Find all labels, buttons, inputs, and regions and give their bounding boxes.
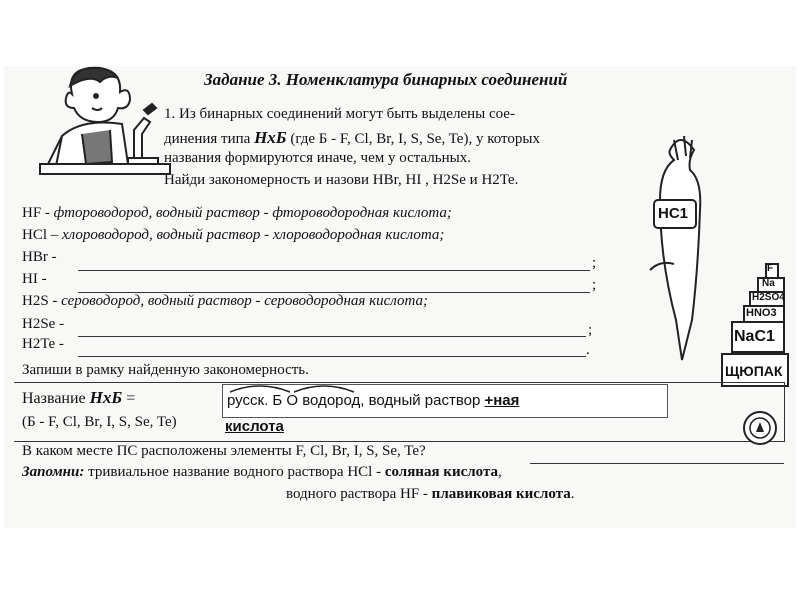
book-label-iupac: ЩЮПАК [725, 363, 783, 379]
row-hi: HI - [22, 271, 47, 287]
frame-prompt: Запиши в рамку найденную закономерность. [22, 362, 309, 378]
parrot-label: HC1 [658, 205, 689, 222]
book-label-hno3: HNO3 [746, 307, 777, 319]
parrot-illustration [640, 130, 720, 370]
answer-text: русск. Б О водород, водный раствор [227, 392, 485, 409]
answer-suffix: +ная [484, 392, 520, 409]
semicolon-hi: ; [592, 277, 597, 293]
intro-line-2: динения типа НxБ (где Б - F, Cl, Br, I, S, Se, Te), у которых [164, 128, 540, 147]
book-label-na: Na [762, 278, 775, 289]
page-title: Задание 3. Номенклатура бинарных соединений [204, 70, 568, 89]
remember-label: Запомни: [22, 464, 85, 480]
intro-line-1: 1. Из бинарных соединений могут быть выделены сое- [164, 106, 515, 122]
naming-label: Название НxБ = [22, 388, 136, 407]
naming-formula: НxБ [89, 388, 123, 407]
naming-elements: (Б - F, Cl, Br, I, S, Se, Te) [22, 414, 177, 430]
row-hcl: HCl – хлороводород, водный раствор - хлороводородная кислота; [22, 227, 445, 243]
remember-line-1: Запомни: тривиальное название водного раствора HCl - соляная кислота, [22, 464, 502, 480]
intro-line-3: названия формируются иначе, чем у остальных. [164, 150, 471, 166]
answer-line-h2se[interactable] [78, 336, 586, 337]
student-microscope-illustration [32, 64, 182, 194]
hxb-formula: НxБ [254, 128, 287, 147]
answer-line-question[interactable] [530, 463, 784, 464]
stamp-icon [742, 410, 778, 446]
row-h2s: H2S - сероводород, водный раствор - сероводородная кислота; [22, 293, 429, 309]
intro-line-4: Найди закономерность и назови HBr, HI , H2Se и H2Te. [164, 172, 519, 188]
answer-tail: кислота [225, 418, 284, 435]
book-label-h2so4: H2SO4 [752, 292, 785, 303]
question-text: В каком месте ПС расположены элементы F, Cl, Br, I, S, Se, Te? [22, 443, 426, 459]
answer-line-h2te[interactable] [78, 356, 586, 357]
remember-line-2: водного раствора HF - плавиковая кислота. [286, 486, 575, 502]
book-label-f: F [767, 263, 774, 274]
row-hf: HF - фтороводород, водный раствор - фтороводородная кислота; [22, 205, 452, 221]
period-h2te: . [586, 342, 590, 358]
answer-line-hbr[interactable] [78, 270, 590, 271]
book-label-nacl: NaC1 [734, 328, 775, 345]
semicolon-h2se: ; [588, 322, 593, 338]
row-h2se: H2Se - [22, 316, 65, 332]
handwritten-arcs [228, 380, 358, 396]
row-h2te: H2Te - [22, 336, 64, 352]
semicolon-hbr: ; [592, 255, 597, 271]
row-hbr: HBr - [22, 249, 57, 265]
